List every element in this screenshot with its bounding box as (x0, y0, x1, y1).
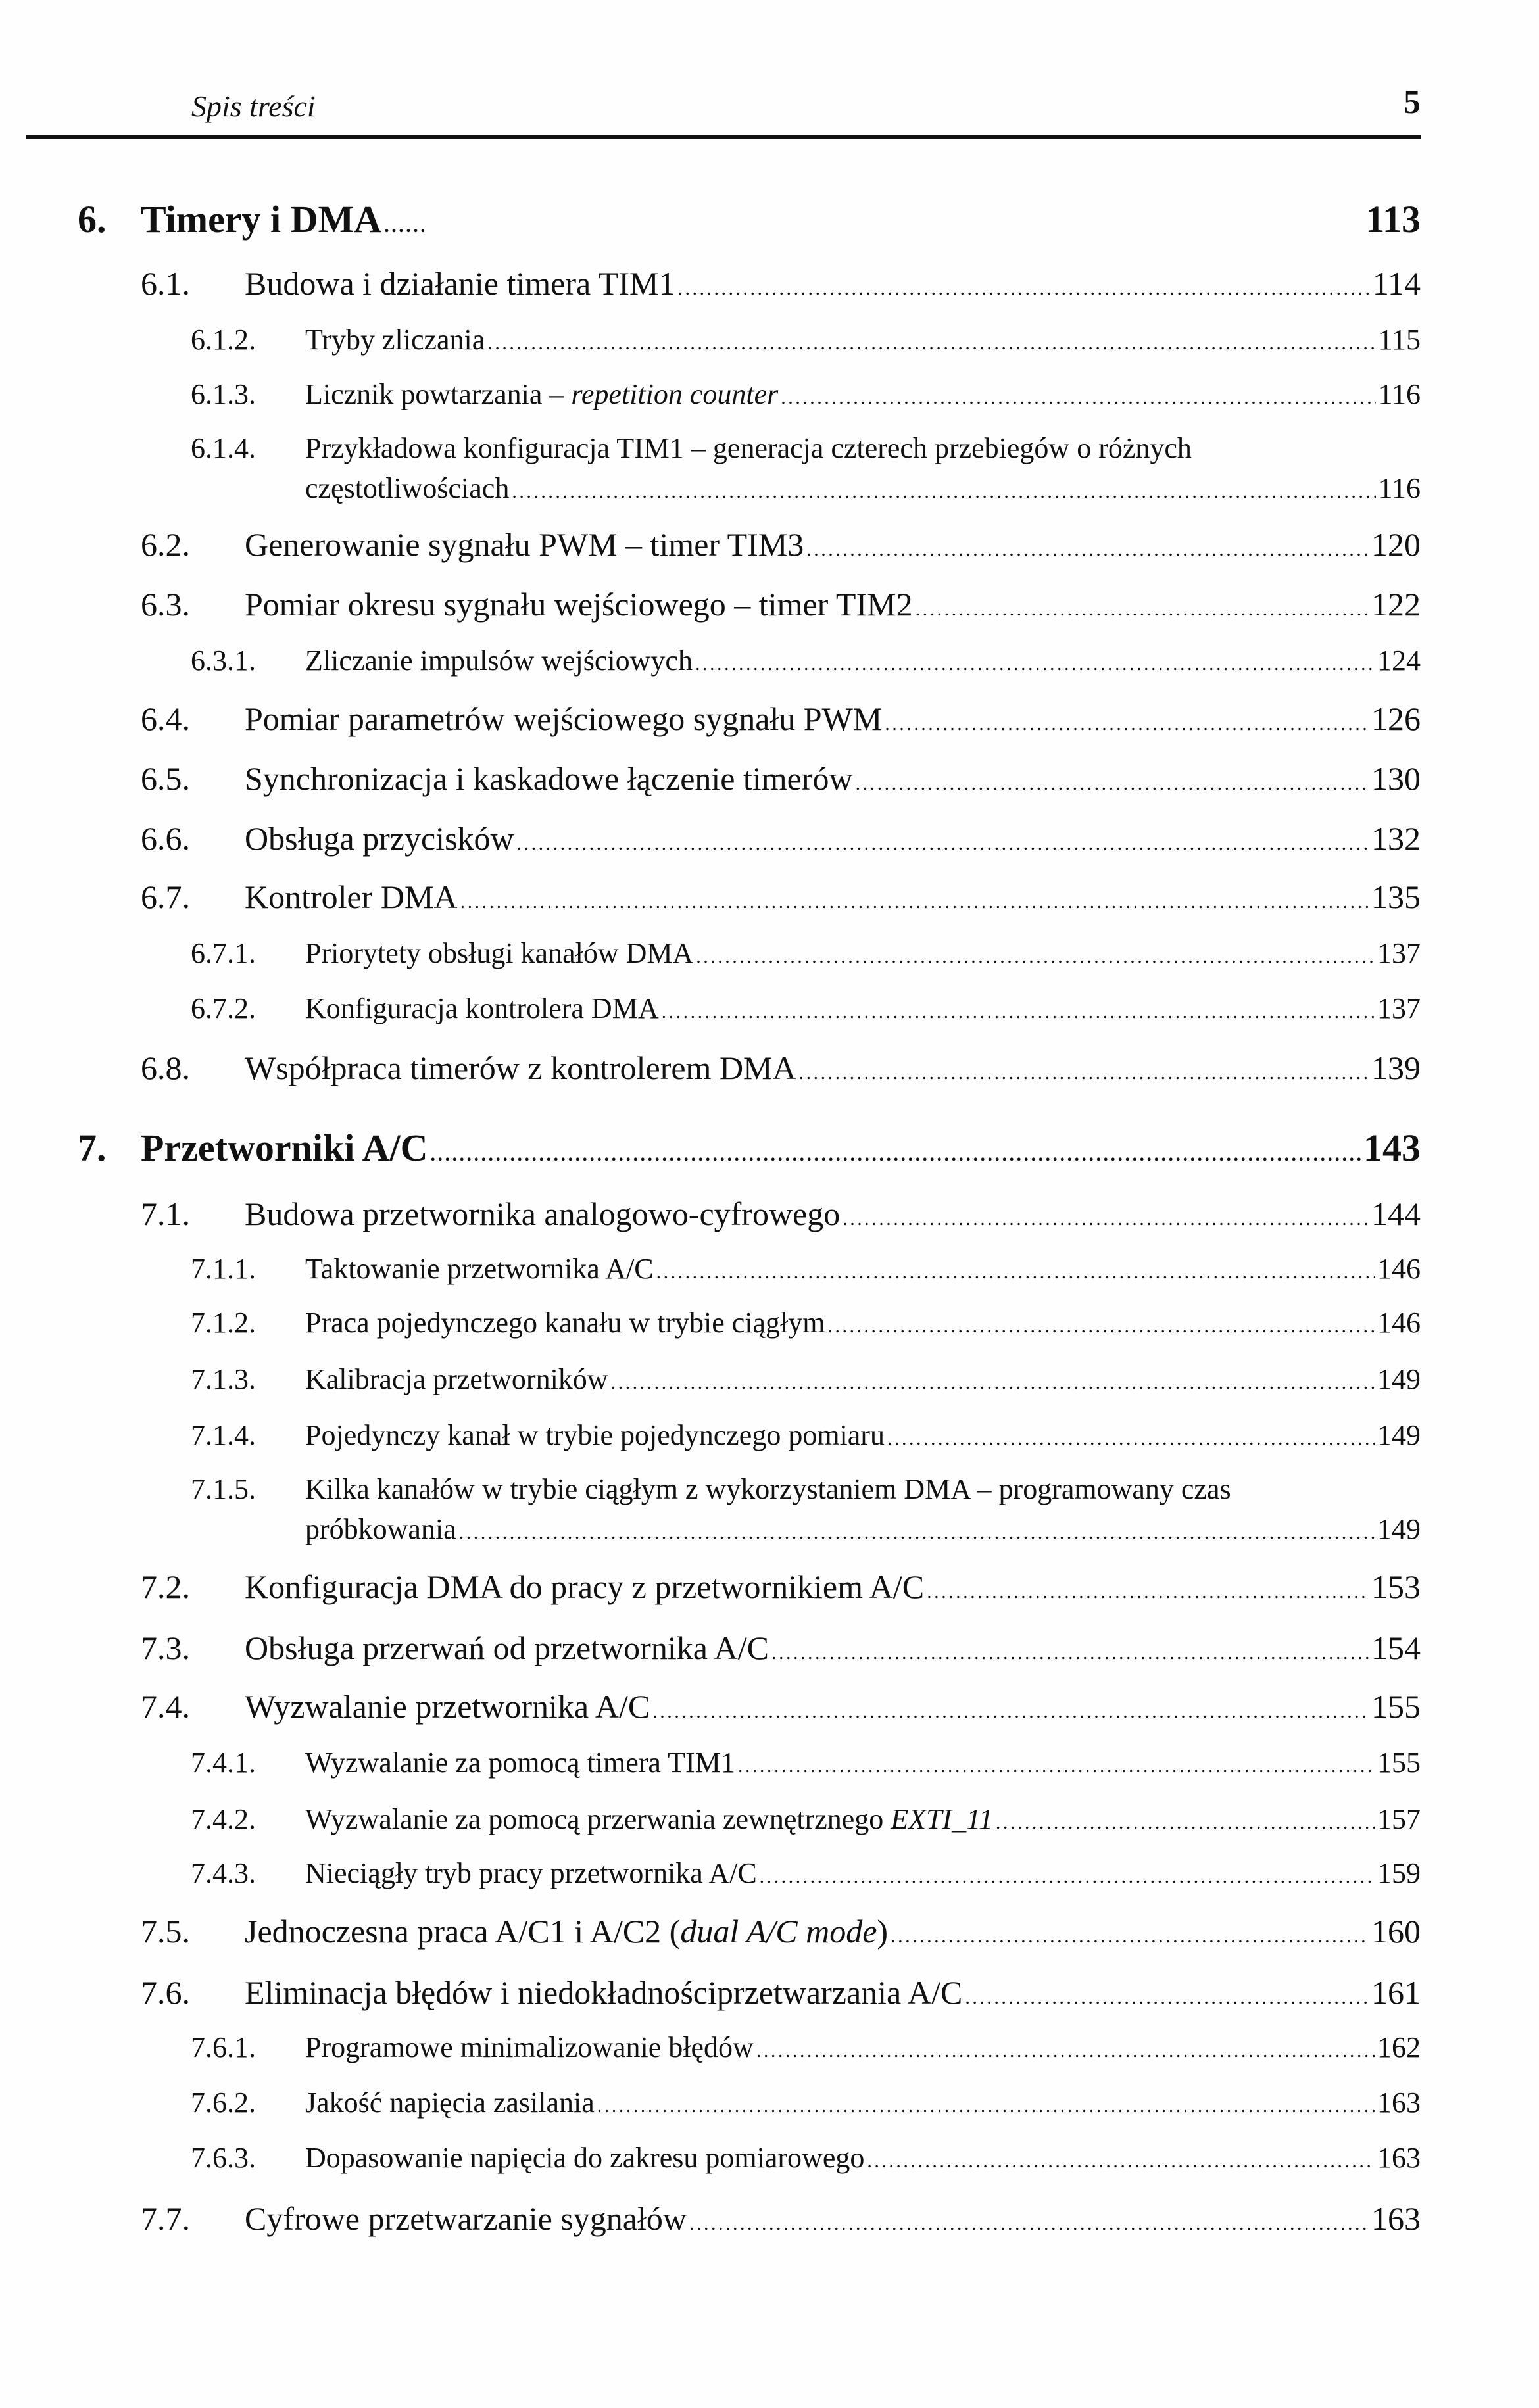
toc-section-6-7[interactable] (0, 878, 1421, 920)
dot-leader (856, 773, 1369, 795)
dot-leader (460, 891, 1369, 913)
dot-leader (597, 2095, 1375, 2117)
toc-title: Jakość napięcia zasilania (305, 2086, 595, 2119)
toc-entry (305, 1252, 1421, 1286)
toc-subsection-7-6-3[interactable] (0, 2141, 1421, 2183)
toc-title-cont: próbkowania (305, 1513, 456, 1545)
toc-entry (305, 644, 1421, 677)
toc-number: 7.1. (141, 1195, 190, 1232)
dot-leader (431, 1144, 1361, 1166)
toc-chapter-6[interactable] (0, 197, 1421, 239)
toc-entry (305, 1512, 1421, 1546)
toc-title: Obsługa przycisków (245, 820, 514, 857)
toc-page: 149 (1377, 1363, 1421, 1395)
toc-page: 162 (1377, 2031, 1421, 2063)
toc-title: Pomiar okresu sygnału wejściowego – timer TIM2 (245, 586, 913, 623)
toc-entry (245, 1687, 1421, 1725)
toc-title: Cyfrowe przetwarzanie sygnałów (245, 2200, 687, 2237)
toc-subsection-7-6-1[interactable] (0, 2031, 1421, 2073)
toc-subsection-6-1-4[interactable] (0, 431, 1421, 473)
toc-page: 137 (1377, 992, 1421, 1024)
toc-number: 6.6. (141, 820, 190, 857)
toc-subsection-7-4-3[interactable] (0, 1856, 1421, 1898)
dot-leader (916, 598, 1369, 621)
toc-title: Licznik powtarzania – repetition counter (305, 378, 779, 410)
toc-page: 157 (1377, 1803, 1421, 1835)
dot-leader (760, 1866, 1375, 1888)
toc-entry (305, 2141, 1421, 2175)
toc-title: Wyzwalanie przetwornika A/C (245, 1688, 650, 1725)
dot-leader (996, 1812, 1375, 1834)
toc-number: 7.7. (141, 2200, 190, 2237)
toc-page: 113 (1365, 198, 1421, 241)
toc-title: Współpraca timerów z kontrolerem DMA (245, 1049, 796, 1086)
toc-page: 155 (1377, 1746, 1421, 1779)
toc-number: 7.4.3. (191, 1857, 256, 1889)
toc-page: 160 (1371, 1913, 1421, 1950)
toc-number: 7.4.2. (191, 1803, 256, 1835)
dot-leader (662, 1001, 1375, 1023)
toc-subsection-7-1-5[interactable] (0, 1472, 1421, 1514)
toc-page: 163 (1377, 2086, 1421, 2119)
toc-number: 7.6.3. (191, 2142, 256, 2174)
dot-leader (517, 832, 1369, 855)
dot-leader (689, 2213, 1369, 2235)
toc-entry (245, 264, 1421, 302)
toc-number: 6.1.2. (191, 324, 256, 356)
dot-leader (656, 1261, 1375, 1284)
toc-section-6-4[interactable] (0, 700, 1421, 742)
dot-leader (781, 387, 1375, 409)
toc-section-6-5[interactable] (0, 759, 1421, 802)
toc-page: 137 (1377, 937, 1421, 969)
toc-section-6-8[interactable] (0, 1049, 1421, 1091)
dot-leader (756, 2040, 1375, 2062)
toc-subsection-7-1-4[interactable] (0, 1418, 1421, 1460)
toc-title: Kontroler DMA (245, 879, 458, 915)
toc-subsection-6-1-2[interactable] (0, 323, 1421, 365)
toc-page: 153 (1371, 1568, 1421, 1605)
dot-leader (891, 1925, 1369, 1948)
dot-leader (927, 1581, 1369, 1603)
toc-title: Konfiguracja kontrolera DMA (305, 992, 659, 1024)
toc-title: Przetworniki A/C (141, 1126, 428, 1169)
toc-entry (305, 2031, 1421, 2064)
dot-leader (806, 539, 1369, 561)
toc-page: 146 (1377, 1253, 1421, 1285)
toc-section-7-4[interactable] (0, 1687, 1421, 1729)
toc-title: Obsługa przerwań od przetwornika A/C (245, 1629, 769, 1666)
toc-section-7-5[interactable] (0, 1912, 1421, 1954)
toc-page: 146 (1377, 1307, 1421, 1339)
toc-title: Konfiguracja DMA do pracy z przetwornikiem A/C (245, 1568, 925, 1605)
toc-number: 6.7. (141, 879, 190, 915)
toc-number: 6. (78, 198, 107, 241)
toc-number: 7.1.3. (191, 1363, 256, 1395)
toc-title: Budowa przetwornika analogowo-cyfrowego (245, 1195, 841, 1232)
toc-title: Timery i DMA (141, 198, 382, 241)
toc-number: 6.3.1. (191, 644, 256, 677)
dot-leader (887, 1428, 1375, 1450)
toc-number: 7.1.4. (191, 1419, 256, 1451)
toc-page: 116 (1378, 472, 1421, 504)
toc-title: Tryby zliczania (305, 324, 485, 356)
toc-entry (245, 1049, 1421, 1087)
toc-title-cont: częstotliwościach (305, 472, 510, 504)
dot-leader (677, 277, 1369, 300)
toc-entry (305, 431, 1421, 465)
toc-title: Zliczanie impulsów wejściowych (305, 644, 693, 677)
toc-entry (305, 936, 1421, 970)
toc-number: 6.7.2. (191, 992, 256, 1024)
toc-page: 135 (1371, 879, 1421, 915)
dot-leader (611, 1372, 1375, 1394)
toc-entry (245, 819, 1421, 857)
toc-number: 7.2. (141, 1568, 190, 1605)
toc-number: 6.7.1. (191, 937, 256, 969)
dot-leader (487, 332, 1375, 354)
toc-title: Synchronizacja i kaskadowe łączenie timerów (245, 760, 853, 797)
toc-subsection-6-7-2[interactable] (0, 992, 1421, 1034)
toc-entry (305, 1362, 1421, 1396)
toc-title: Dopasowanie napięcia do zakresu pomiarowego (305, 2142, 865, 2174)
toc-page: 120 (1371, 526, 1421, 563)
toc-page: 114 (1372, 265, 1421, 302)
toc-page: 130 (1371, 760, 1421, 797)
dot-leader (827, 1315, 1375, 1337)
toc-entry (305, 1306, 1421, 1339)
toc-entry (141, 197, 1421, 241)
toc-page: 154 (1371, 1629, 1421, 1666)
dot-leader (885, 713, 1369, 735)
toc-entry (305, 2086, 1421, 2119)
toc-section-6-1[interactable] (0, 264, 1421, 306)
toc-subsection-6-7-1[interactable] (0, 936, 1421, 978)
toc-page: 159 (1377, 1857, 1421, 1889)
dot-leader (843, 1208, 1369, 1230)
toc-page: 115 (1378, 324, 1421, 356)
toc-entry (305, 377, 1421, 411)
toc-number: 7. (78, 1126, 107, 1169)
toc-page: 126 (1371, 700, 1421, 737)
toc-title: Wyzwalanie za pomocą przerwania zewnętrznego EXTI_11 (305, 1803, 993, 1835)
toc-page: 161 (1371, 1974, 1421, 2011)
toc-section-7-6[interactable] (0, 1973, 1421, 2015)
toc-title: Praca pojedynczego kanału w trybie ciągłym (305, 1307, 825, 1339)
toc-section-7-1[interactable] (0, 1195, 1421, 1237)
toc-entry (245, 585, 1421, 623)
toc-entry (245, 525, 1421, 564)
toc-page: 163 (1377, 2142, 1421, 2174)
toc-title: Taktowanie przetwornika A/C (305, 1253, 654, 1285)
toc-number: 7.4. (141, 1688, 190, 1725)
toc-title: Przykładowa konfiguracja TIM1 – generacja czterech przebiegów o różnych (305, 432, 1192, 464)
toc-entry (305, 992, 1421, 1025)
toc-title: Pojedynczy kanał w trybie pojedynczego pomiaru (305, 1419, 885, 1451)
toc-section-7-7[interactable] (0, 2200, 1421, 2242)
toc-number: 6.1. (141, 265, 190, 302)
toc-page: 143 (1363, 1126, 1421, 1169)
toc-number: 6.1.3. (191, 378, 256, 410)
toc-title: Eliminacja błędów i niedokładnościprzetwarzania A/C (245, 1974, 963, 2011)
toc-entry (245, 1973, 1421, 2011)
toc-number: 7.6. (141, 1974, 190, 2011)
toc-title: Budowa i działanie timera TIM1 (245, 265, 675, 302)
toc-number: 7.1.1. (191, 1253, 256, 1285)
dot-leader (738, 1755, 1375, 1777)
toc-entry (305, 1472, 1421, 1506)
toc-page: 116 (1378, 378, 1421, 410)
toc-page: 144 (1371, 1195, 1421, 1232)
toc-section-6-6[interactable] (0, 819, 1421, 861)
dot-leader (799, 1062, 1369, 1084)
toc-number: 6.2. (141, 526, 190, 563)
toc-entry (305, 1856, 1421, 1890)
toc-number: 7.3. (141, 1629, 190, 1666)
toc-title: Priorytety obsługi kanałów DMA (305, 937, 694, 969)
toc-entry (141, 1126, 1421, 1170)
toc-entry (245, 878, 1421, 916)
toc-subsection-7-6-2[interactable] (0, 2086, 1421, 2128)
toc-chapter-7[interactable] (0, 1126, 1421, 1168)
toc-entry (245, 1629, 1421, 1667)
toc-subsection-6-3-1[interactable] (0, 644, 1421, 686)
toc-page: 163 (1371, 2200, 1421, 2237)
toc-entry (245, 759, 1421, 798)
toc-number: 7.1.5. (191, 1473, 256, 1505)
running-head-title: Spis treści (191, 89, 316, 123)
toc-page: 132 (1371, 820, 1421, 857)
toc-entry (245, 2200, 1421, 2238)
toc-entry (305, 1746, 1421, 1779)
toc-page: 122 (1371, 586, 1421, 623)
dot-leader (867, 2150, 1375, 2173)
toc-entry (245, 1912, 1421, 1950)
toc-entry (305, 471, 1421, 505)
toc-number: 7.6.2. (191, 2086, 256, 2119)
dot-leader (512, 481, 1375, 503)
toc-number: 6.5. (141, 760, 190, 797)
toc-entry (305, 323, 1421, 356)
toc-number: 7.5. (141, 1913, 190, 1950)
toc-subsection-7-1-5-cont[interactable] (0, 1512, 1421, 1554)
toc-page: 139 (1371, 1049, 1421, 1086)
toc-section-7-2[interactable] (0, 1568, 1421, 1610)
toc-section-7-3[interactable] (0, 1629, 1421, 1671)
dot-leader (695, 653, 1375, 675)
toc-title: Pomiar parametrów wejściowego sygnału PWM (245, 700, 883, 737)
dot-leader (652, 1700, 1369, 1723)
toc-page: 149 (1377, 1513, 1421, 1545)
toc-entry (245, 1568, 1421, 1606)
toc-page: 149 (1377, 1419, 1421, 1451)
toc-title: Programowe minimalizowanie błędów (305, 2031, 754, 2063)
toc-number: 7.1.2. (191, 1307, 256, 1339)
toc-section-6-3[interactable] (0, 585, 1421, 627)
toc-subsection-7-1-1[interactable] (0, 1252, 1421, 1294)
dot-leader (384, 215, 424, 237)
toc-page: 124 (1377, 644, 1421, 677)
toc-number: 6.8. (141, 1049, 190, 1086)
toc-title: Kalibracja przetworników (305, 1363, 608, 1395)
toc-title: Wyzwalanie za pomocą timera TIM1 (305, 1746, 735, 1779)
toc-page: 155 (1371, 1688, 1421, 1725)
toc-number: 6.1.4. (191, 432, 256, 464)
toc-title: Kilka kanałów w trybie ciągłym z wykorzystaniem DMA – programowany czas (305, 1473, 1231, 1505)
page-number: 5 (1404, 84, 1421, 121)
toc-number: 7.6.1. (191, 2031, 256, 2063)
toc-number: 6.4. (141, 700, 190, 737)
toc-title: Jednoczesna praca A/C1 i A/C2 (dual A/C mode) (245, 1913, 889, 1950)
toc-subsection-6-1-3[interactable] (0, 377, 1421, 420)
toc-entry (245, 700, 1421, 738)
toc-number: 6.3. (141, 586, 190, 623)
toc-subsection-7-4-2[interactable] (0, 1802, 1421, 1844)
toc-subsection-7-4-1[interactable] (0, 1746, 1421, 1788)
dot-leader (771, 1642, 1369, 1664)
toc-subsection-7-1-2[interactable] (0, 1306, 1421, 1348)
toc-number: 7.4.1. (191, 1746, 256, 1779)
toc-subsection-7-1-3[interactable] (0, 1362, 1421, 1405)
toc-entry (245, 1195, 1421, 1233)
dot-leader (965, 1987, 1369, 2009)
toc-entry (305, 1418, 1421, 1452)
toc-title: Nieciągły tryb pracy przetwornika A/C (305, 1857, 757, 1889)
dot-leader (459, 1522, 1375, 1544)
dot-leader (696, 946, 1375, 968)
toc-title: Generowanie sygnału PWM – timer TIM3 (245, 526, 804, 563)
toc-entry (305, 1802, 1421, 1836)
toc-subsection-6-1-4-cont[interactable] (0, 471, 1421, 514)
header-rule (26, 135, 1421, 139)
toc-section-6-2[interactable] (0, 525, 1421, 567)
